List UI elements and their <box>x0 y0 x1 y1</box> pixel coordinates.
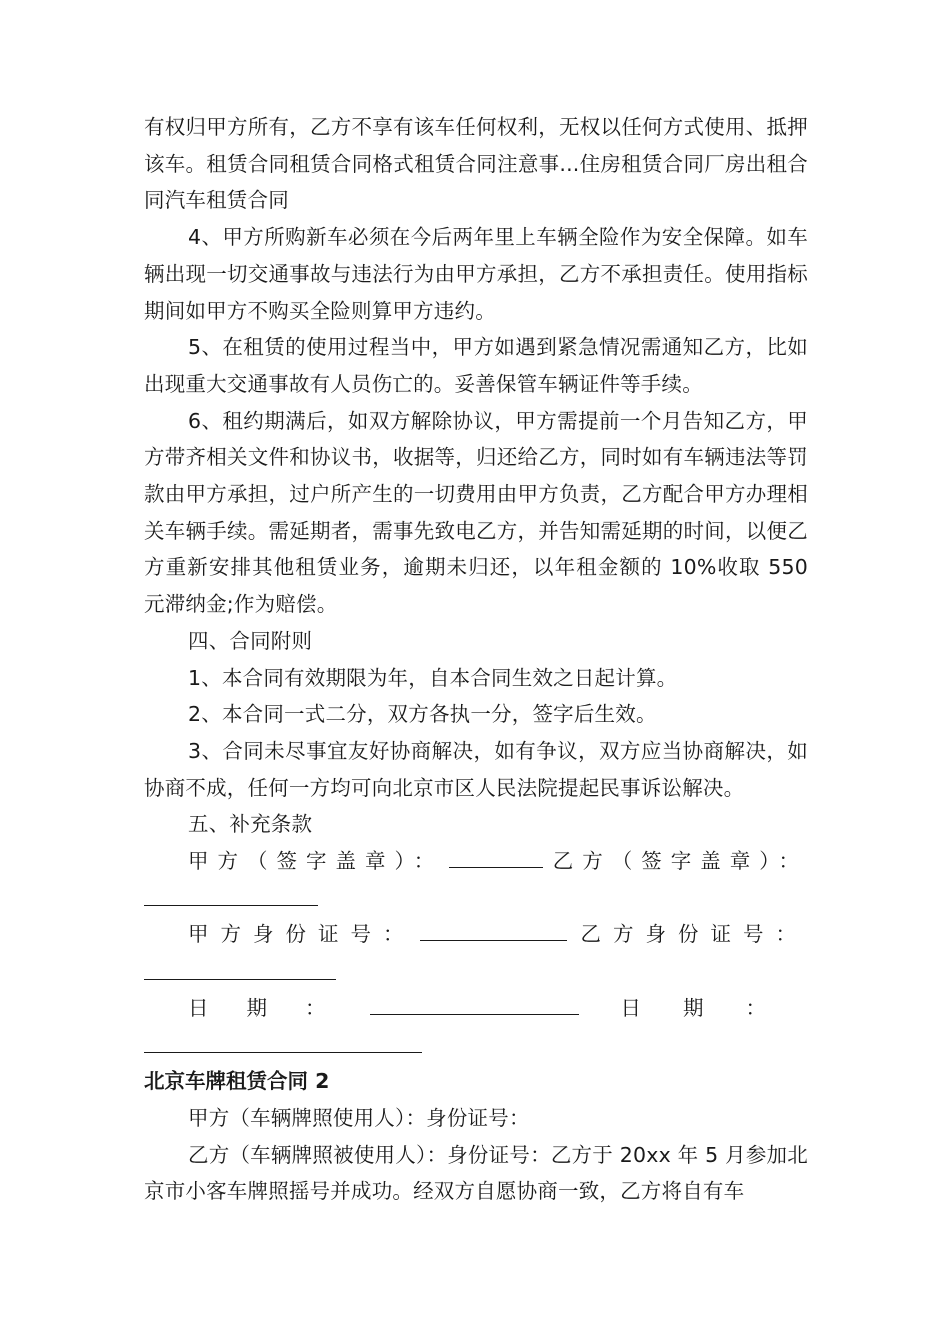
party-a-sign-label: 甲方（签字盖章）： <box>188 849 444 874</box>
date-b-blank[interactable] <box>144 1030 422 1053</box>
date-row <box>144 990 808 1027</box>
id-row <box>144 916 808 953</box>
party-b-id-blank[interactable] <box>144 957 336 980</box>
date-b-label: 日期： <box>620 995 808 1020</box>
party-b-sign-blank-line <box>144 880 808 917</box>
party-b-id-blank-line <box>144 953 808 990</box>
appendix-clause-1: 1、本合同有效期限为年，自本合同生效之日起计算。 <box>188 665 678 690</box>
clause-6-expiry: 6、租约期满后，如双方解除协议，甲方需提前一个月告知乙方，甲方带齐相关文件和协议书，收据等，归还给乙方，同时如有车辆违法等罚款由甲方承担，过户所产生的一切费用由甲方负责，乙方配合甲方办理相关车辆手续。需延期者，需事先致电乙方，并告知需延期的时间，以便乙方重新安排其他租赁业务，逾期未归还，以年租金额的 10%收取 550 元滞纳金;作为赔偿。 <box>144 408 808 617</box>
date-b-blank-line <box>144 1027 808 1064</box>
party-a-id-blank[interactable] <box>420 918 567 941</box>
appendix-clause-3: 3、合同未尽事宜友好协商解决，如有争议，双方应当协商解决，如协商不成，任何一方均可向北京市区人民法院提起民事诉讼解决。 <box>144 738 808 800</box>
signature-row <box>144 843 808 880</box>
clause-4-insurance: 4、甲方所购新车必须在今后两年里上车辆全险作为安全保障。如车辆出现一切交通事故与违法行为由甲方承担，乙方不承担责任。使用指标期间如甲方不购买全险则算甲方违约。 <box>144 225 808 323</box>
document-body <box>144 109 808 1210</box>
clause-5-emergency: 5、在租赁的使用过程当中，甲方如遇到紧急情况需通知乙方，比如出现重大交通事故有人员伤亡的。妥善保管车辆证件等手续。 <box>144 335 808 396</box>
appendix-clause-2: 2、本合同一式二分，双方各执一分，签字后生效。 <box>188 702 657 727</box>
date-a-blank[interactable] <box>370 992 579 1015</box>
party-b-sign-label: 乙方（签字盖章）： <box>552 849 808 874</box>
section-2-title: 北京车牌租赁合同 2 <box>144 1069 330 1094</box>
section-2-party-a: 甲方（车辆牌照使用人）：身份证号： <box>188 1105 530 1130</box>
party-b-id-label: 乙方身份证号： <box>580 922 808 947</box>
party-b-sign-blank[interactable] <box>144 883 318 906</box>
party-a-sign-blank[interactable] <box>449 845 543 868</box>
date-a-label: 日期： <box>188 995 364 1020</box>
section-4-heading: 四、合同附则 <box>188 628 313 653</box>
paragraph-ownership: 有权归甲方所有，乙方不享有该车任何权利，无权以任何方式使用、抵押该车。租赁合同租赁合同格式租赁合同注意事...住房租赁合同厂房出租合同汽车租赁合同 <box>144 115 808 213</box>
party-a-id-label: 甲方身份证号： <box>188 922 416 947</box>
section-5-heading: 五、补充条款 <box>188 812 313 837</box>
section-2-party-b: 乙方（车辆牌照被使用人）：身份证号：乙方于 20xx 年 5 月参加北京市小客车牌照摇号并成功。经双方自愿协商一致，乙方将自有车 <box>144 1142 808 1204</box>
